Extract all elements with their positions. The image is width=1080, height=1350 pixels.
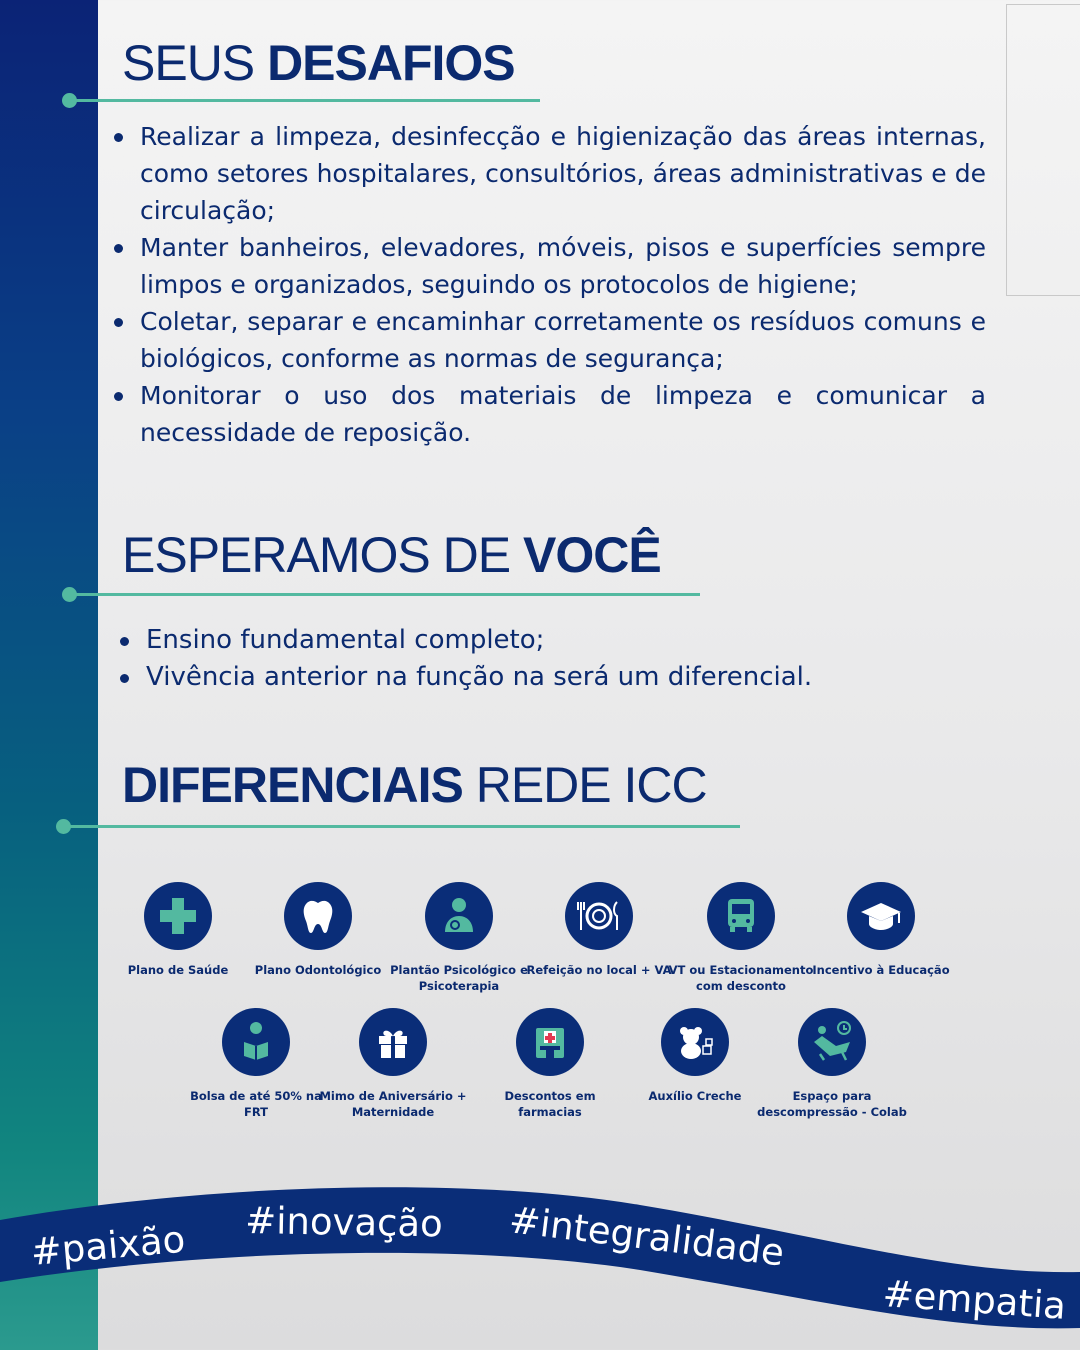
pharmacy-icon [516, 1008, 584, 1076]
section-title-diferenciais [122, 756, 707, 814]
list-item: Manter banheiros, elevadores, móveis, pisos e superfícies sempre limpos e organizados, seguindo os protocolos de higiene; [114, 229, 986, 303]
desafios-list [114, 118, 986, 451]
hashtag: #paixão [29, 1217, 187, 1274]
section-divider [64, 825, 740, 828]
benefit-transport [666, 882, 816, 994]
benefit-label: Auxílio Creche [648, 1089, 742, 1103]
divider-dot [62, 587, 77, 602]
benefit-meal [524, 882, 674, 978]
psychologist-icon [425, 882, 493, 950]
title-bold: VOCÊ [523, 527, 661, 583]
benefit-dental-plan [243, 882, 393, 978]
section-title-esperamos [122, 526, 661, 584]
graduation-cap-icon [847, 882, 915, 950]
list-item: Coletar, separar e encaminhar corretamente os resíduos comuns e biológicos, conforme as normas de segurança; [114, 303, 986, 377]
list-item: Monitorar o uso dos materiais de limpeza e comunicar a necessidade de reposição. [114, 377, 986, 451]
benefit-label: Incentivo à Educação [812, 963, 950, 977]
list-item: Realizar a limpeza, desinfecção e higienização das áreas internas, como setores hospitalares, consultórios, áreas administrativas e de circulação; [114, 118, 986, 229]
benefit-label: Descontos em farmacias [504, 1089, 596, 1119]
benefit-label: Bolsa de até 50% na FRT [190, 1089, 322, 1119]
student-reading-icon [222, 1008, 290, 1076]
benefit-daycare [620, 1008, 770, 1104]
hashtag: #empatia [881, 1272, 1068, 1328]
section-divider [70, 593, 700, 596]
hashtag-wave-banner [0, 1180, 1080, 1350]
bus-icon [707, 882, 775, 950]
title-regular: ESPERAMOS DE [122, 527, 523, 583]
title-regular: REDE ICC [462, 757, 707, 813]
title-bold: DIFERENCIAIS [122, 757, 463, 813]
list-item: Ensino fundamental completo; [120, 622, 980, 659]
list-item: Vivência anterior na função na será um diferencial. [120, 659, 980, 696]
tooth-icon [284, 882, 352, 950]
benefit-label: Mimo de Aniversário + Maternidade [319, 1089, 467, 1119]
benefit-scholarship [181, 1008, 331, 1120]
benefit-label: Plantão Psicológico e Psicoterapia [390, 963, 528, 993]
benefit-psychological [384, 882, 534, 994]
divider-dot [56, 819, 71, 834]
hashtag: #integralidade [506, 1198, 787, 1275]
section-title-desafios [122, 34, 515, 92]
decorative-frame [1006, 4, 1080, 296]
benefit-label: VT ou Estacionamento com desconto [668, 963, 814, 993]
benefit-health-plan [103, 882, 253, 978]
relax-chair-icon [798, 1008, 866, 1076]
teddy-bear-icon [661, 1008, 729, 1076]
esperamos-list [120, 622, 980, 696]
health-cross-icon [144, 882, 212, 950]
benefit-relaxation-space [757, 1008, 907, 1120]
title-regular: SEUS [122, 35, 268, 91]
benefit-birthday-gift [318, 1008, 468, 1120]
hashtag: #inovação [244, 1199, 444, 1246]
section-divider [70, 99, 540, 102]
benefit-label: Espaço para descompressão - Colab [757, 1089, 907, 1119]
benefit-label: Refeição no local + VA [526, 963, 672, 977]
meal-plate-icon [565, 882, 633, 950]
benefit-label: Plano de Saúde [127, 963, 229, 977]
benefit-education [806, 882, 956, 978]
title-bold: DESAFIOS [267, 35, 515, 91]
left-gradient-bar [0, 0, 98, 1350]
gift-icon [359, 1008, 427, 1076]
benefit-pharmacy [475, 1008, 625, 1120]
benefit-label: Plano Odontológico [254, 963, 382, 977]
divider-dot [62, 93, 77, 108]
